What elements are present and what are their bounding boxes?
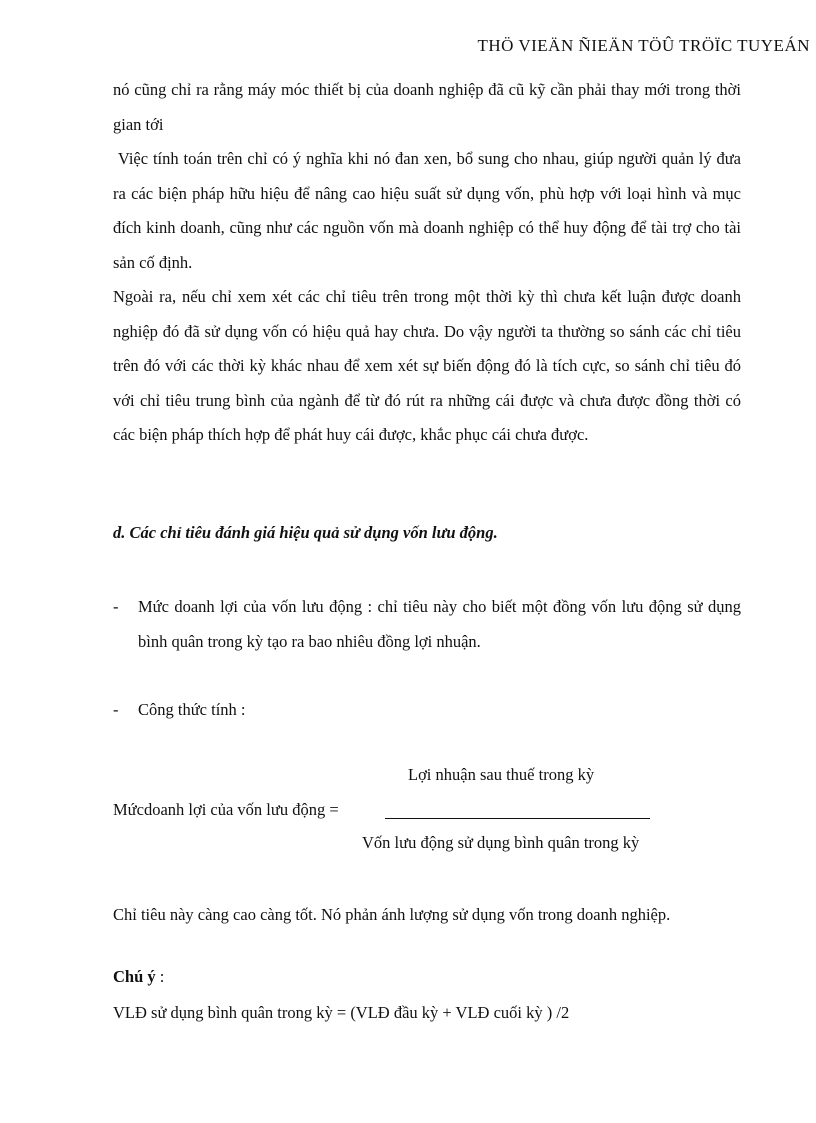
page-header: THÖ VIEÄN ÑIEÄN TÖÛ TRÖÏC TUYEÁN [477,36,810,55]
section-heading: d. Các chỉ tiêu đánh giá hiệu quả sử dụng vốn lưu động. [113,523,498,542]
bullet-text-1: Mức doanh lợi của vốn lưu động : chỉ tiêu này cho biết một đồng vốn lưu động sử dụng bình quân trong kỳ tạo ra bao nhiêu đồng lợi nhuận. [138,597,741,651]
conclusion-container [113,898,741,933]
note-suffix: : [155,967,165,986]
paragraph-3: Ngoài ra, nếu chỉ xem xét các chỉ tiêu trên trong một thời kỳ thì chưa kết luận được doanh nghiệp đó đã sử dụng vốn có hiệu quả hay chưa. Do vậy người ta thường so sánh các chỉ tiêu trên đó với các thời kỳ khác nhau để xem xét sự biến động đó là tích cực, so sánh chỉ tiêu đó với chỉ tiêu trung bình của ngành để từ đó rút ra những cái được và chưa được đồng thời có các biện pháp thích hợp để phát huy cái được, khắc phục cái chưa được. [113,287,741,444]
note-formula: VLĐ sử dụng bình quân trong kỳ = (VLĐ đầu kỳ + VLĐ cuối kỳ ) /2 [113,1003,570,1022]
fraction-bar [385,818,650,819]
bullet-marker: - [113,597,119,616]
paragraph-2-container [113,142,746,280]
note-heading [113,967,164,987]
bullet-item-2 [113,693,741,728]
note-label: Chú ý [113,967,156,986]
formula-denominator: Vốn lưu động sử dụng bình quân trong kỳ [362,833,640,852]
paragraph-3-container [113,280,741,453]
bullet-text-2: Công thức tính : [138,700,246,719]
paragraph-2: Việc tính toán trên chỉ có ý nghĩa khi nó đan xen, bổ sung cho nhau, giúp người quản lý đưa ra các biện pháp hữu hiệu để nâng cao hiệu suất sử dụng vốn, phù hợp với loại hình và mục đích kinh doanh, cũng như các nguồn vốn mà doanh nghiệp có thể huy động để tài trợ cho tài sản cố định. [113,149,746,272]
formula-numerator: Lợi nhuận sau thuế trong kỳ [408,765,595,784]
paragraph-1: nó cũng chỉ ra rằng máy móc thiết bị của doanh nghiệp đã cũ kỹ cần phải thay mới trong thời gian tới [113,80,741,134]
formula-left-side: Mứcdoanh lợi của vốn lưu động = [113,800,339,819]
paragraph-1-container [113,73,741,142]
bullet-item-1 [113,590,741,659]
bullet-marker: - [113,700,119,719]
conclusion-paragraph: Chỉ tiêu này càng cao càng tốt. Nó phản ánh lượng sử dụng vốn trong doanh nghiệp. [113,905,671,924]
